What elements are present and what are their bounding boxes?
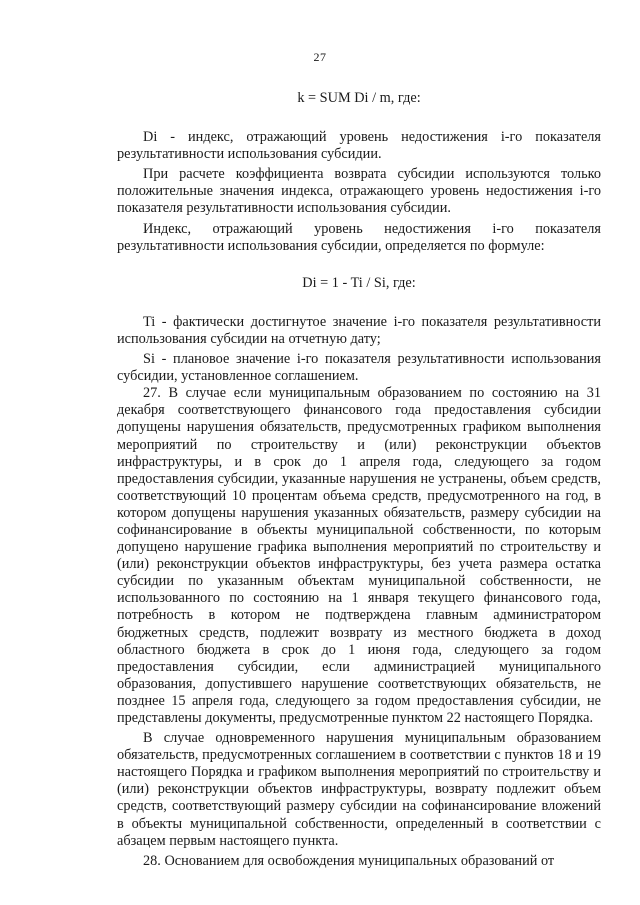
paragraph-index-formula-intro: Индекс, отражающий уровень недостижения i-го показателя результативности использования субсидии, определяется по формуле: [117, 220, 601, 254]
formula-di: Di = 1 - Ti / Si, где: [302, 274, 416, 291]
paragraph-item-28: 28. Основанием для освобождения муниципальных образований от [143, 852, 555, 869]
page-number: 27 [313, 50, 327, 64]
document-body [117, 90, 601, 870]
paragraph-ti-definition: Ti - фактически достигнутое значение i-го показателя результативности использования субсидии на отчетную дату; [117, 313, 601, 347]
paragraph-positive-values: При расчете коэффициента возврата субсидии используются только положительные значения индекса, отражающего уровень недостижения i-го показателя результативности использования субсидии. [117, 166, 601, 217]
paragraph-simultaneous-violation: В случае одновременного нарушения муниципальным образованием обязательств, предусмотренных соглашением в соответствии с пунктов 18 и 19 настоящего Порядка и графиком выполнения мероприятий по строительству и (или) реконструкции объектов инфраструктуры, возврату подлежит объем средств, соответствующий размеру субсидии на софинансирование вложений в объекты муниципальной собственности, определенный в соответствии с абзацем первым настоящего пункта. [117, 730, 601, 849]
paragraph-si-definition: Si - плановое значение i-го показателя результативности использования субсидии, установленное соглашением. [117, 351, 601, 385]
paragraph-di-definition: Di - индекс, отражающий уровень недостижения i-го показателя результативности использования субсидии. [117, 129, 601, 163]
formula-k: k = SUM Di / m, где: [297, 90, 421, 106]
paragraph-item-27: 27. В случае если муниципальным образованием по состоянию на 31 декабря соответствующего финансового года предоставления субсидии допущены нарушения обязательств, предусмотренных графиком выполнения мероприятий по строительству и (или) реконструкции объектов инфраструктуры, и в срок до 1 апреля года, следующего за годом предоставления субсидии, указанные нарушения не устранены, объем средств, соответствующий 10 процентам объема средств, предусмотренного на год, в котором допущены нарушения указанных обязательств, размеру субсидии на софинансирование в объекты муниципальной собственности, по которым допущено нарушение графика выполнения мероприятий по строительству и (или) реконструкции объектов инфраструктуры, без учета размера остатка субсидии по указанным объектам муниципальной собственности, не использованного по состоянию на 1 января текущего финансового года, потребность в котором не подтверждена главным администратором бюджетных средств, подлежит возврату из местного бюджета в доход областного бюджета в срок до 1 июня года, следующего за годом предоставления субсидии, если администрацией муниципального образования, допустившего нарушение соответствующих обязательств, не позднее 15 апреля года, следующего за годом предоставления субсидии, не представлены документы, предусмотренные пунктом 22 настоящего Порядка. [117, 385, 601, 726]
